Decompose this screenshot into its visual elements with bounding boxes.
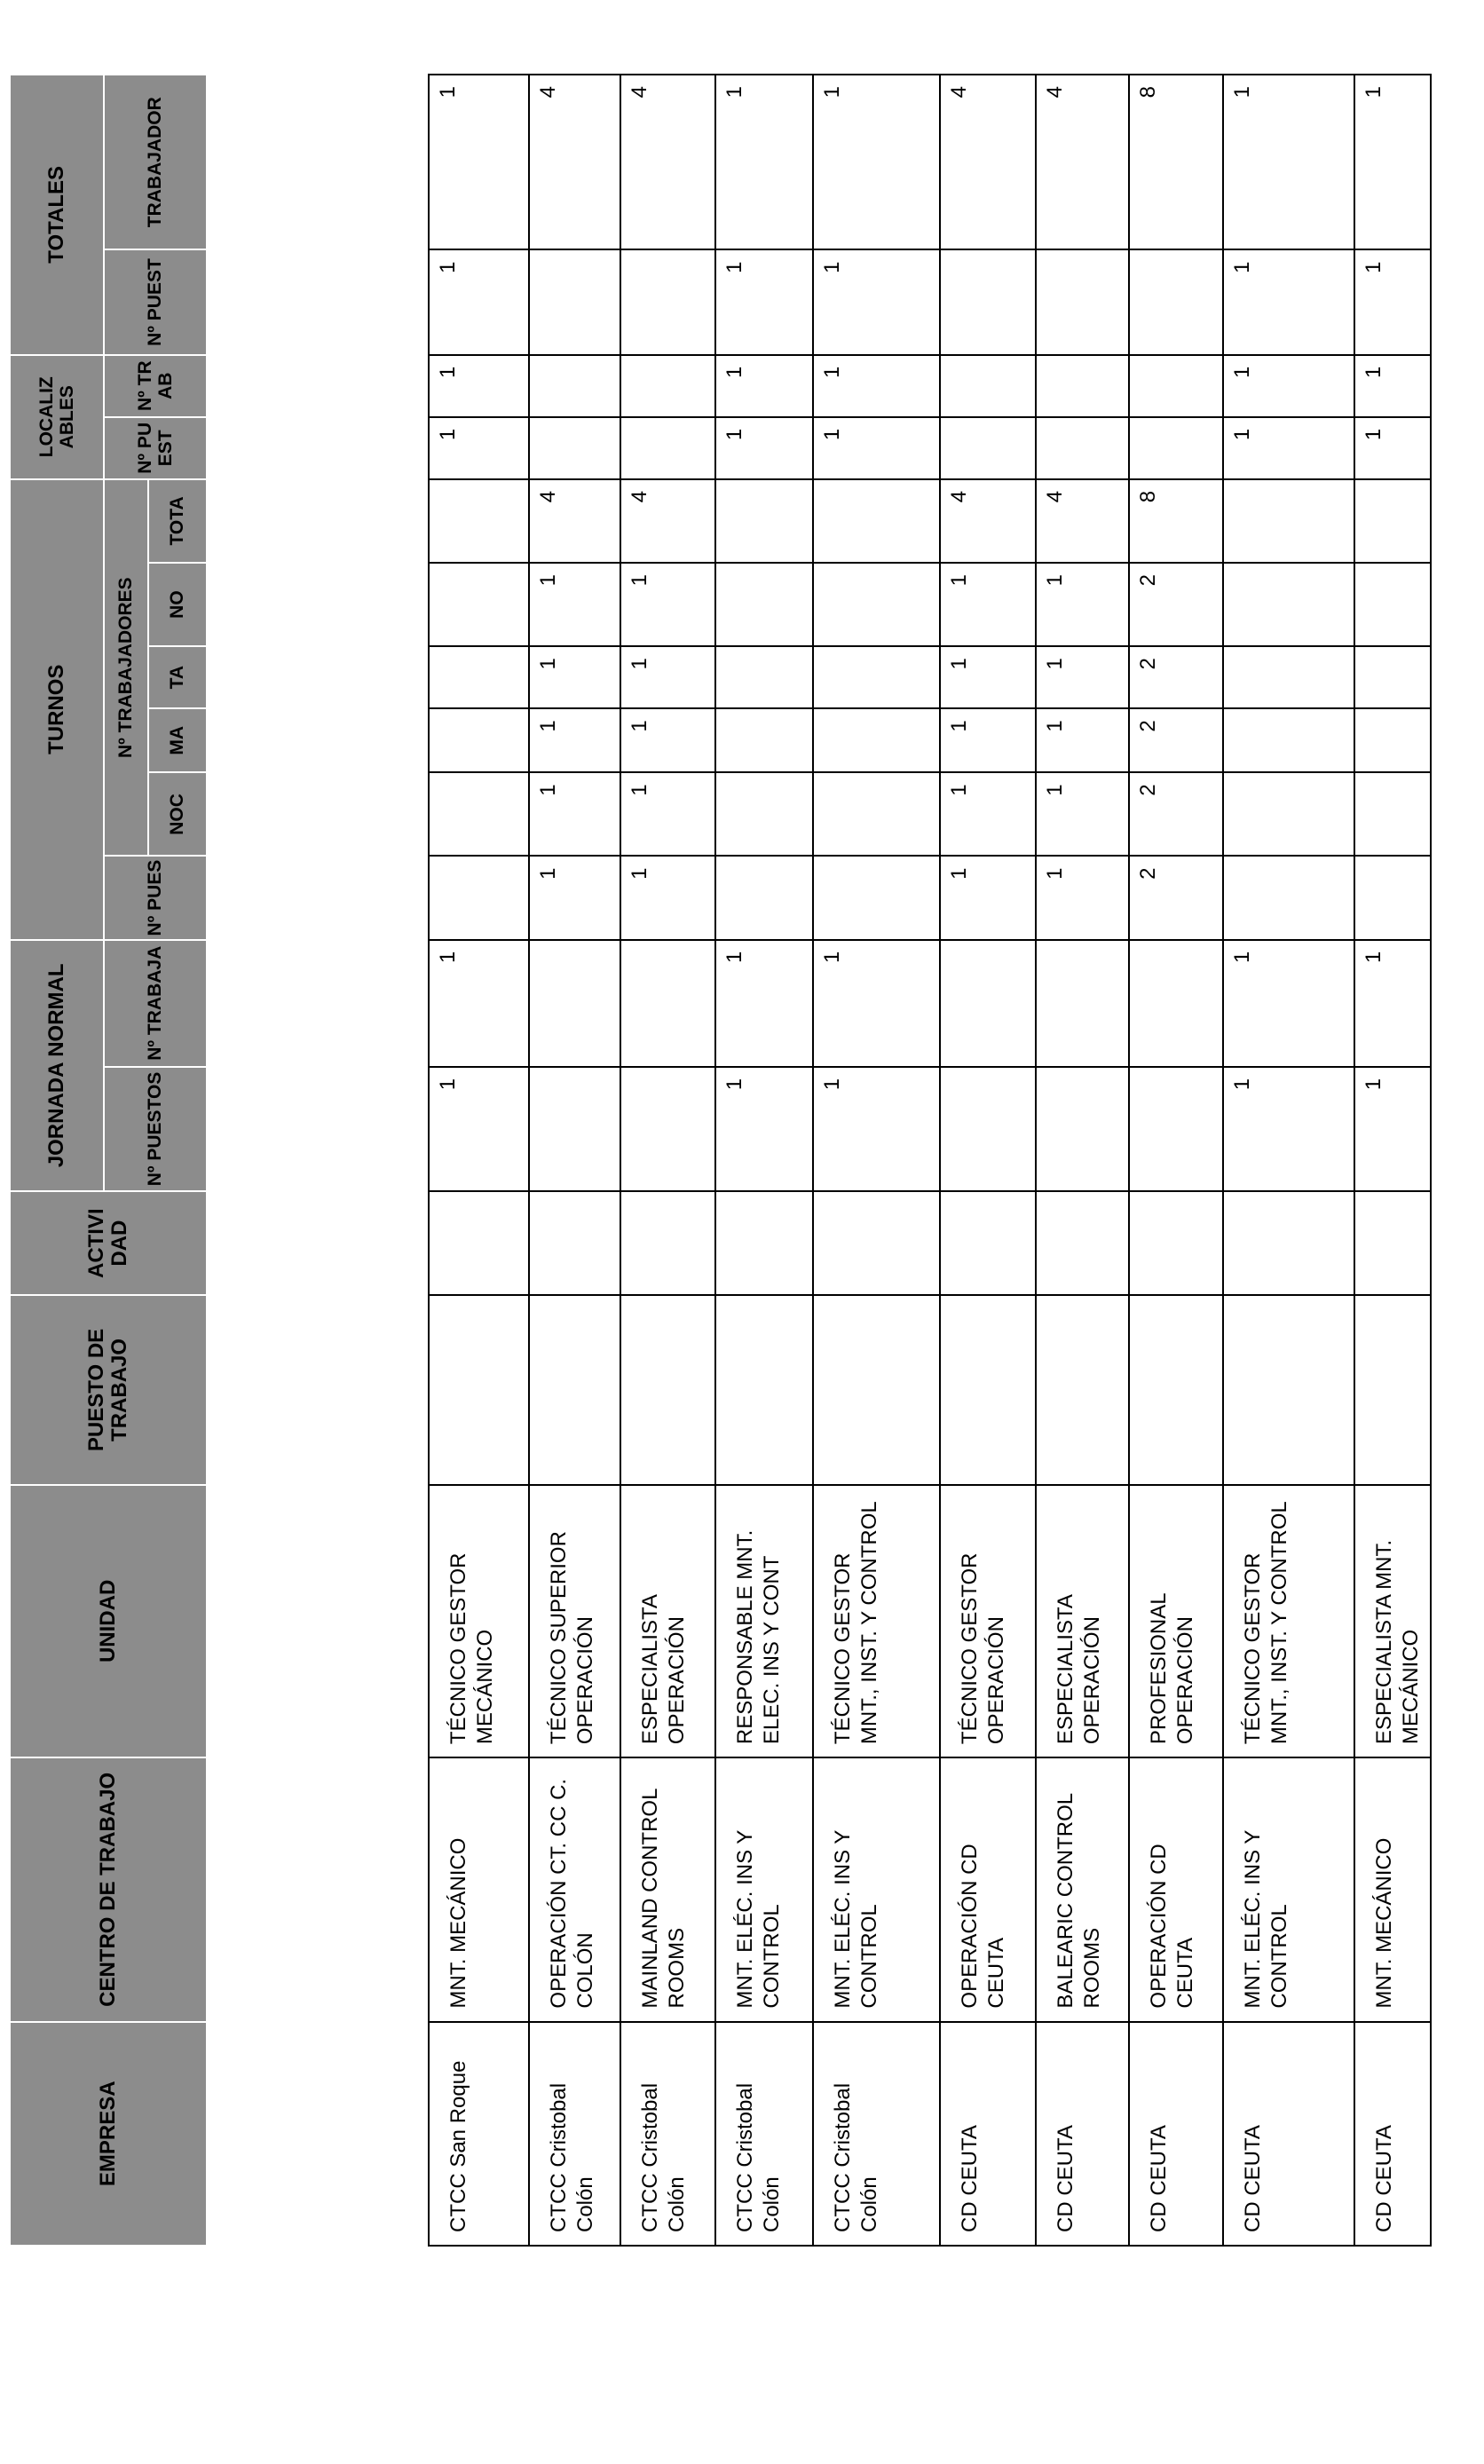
cell-totales-trabajador: 1 bbox=[1354, 75, 1431, 249]
cell-turnos-ma: 1 bbox=[1036, 708, 1129, 772]
cell-totales-puestos: 1 bbox=[1354, 249, 1431, 354]
header-puesto-de-trabajo: PUESTO DE TRABAJO bbox=[10, 1295, 207, 1484]
cell-puesto-de-trabajo bbox=[1036, 1295, 1129, 1484]
cell-localizables-trabajadores bbox=[1129, 355, 1223, 417]
header-empresa: EMPRESA bbox=[10, 2022, 207, 2246]
cell-jornada-trabajadores: 1 bbox=[1223, 940, 1354, 1067]
header-turnos-no: NO bbox=[148, 563, 207, 646]
cell-centro-de-trabajo: MNT. ELÉC. INS Y CONTROL bbox=[715, 1757, 813, 2021]
cell-jornada-trabajadores: 1 bbox=[429, 940, 529, 1067]
cell-turnos-no bbox=[715, 563, 813, 646]
cell-unidad: ESPECIALISTA MNT. MECÁNICO bbox=[1354, 1485, 1431, 1758]
data-body bbox=[429, 75, 1431, 2246]
cell-empresa: CD CEUTA bbox=[1129, 2022, 1223, 2246]
cell-totales-puestos: 1 bbox=[429, 249, 529, 354]
header-jornada-puestos: Nº PUESTOS bbox=[104, 1067, 207, 1191]
table-row bbox=[429, 75, 529, 2246]
cell-turnos-puestos bbox=[1223, 857, 1354, 940]
cell-localizables-trabajadores bbox=[1036, 355, 1129, 417]
cell-actividad bbox=[620, 1191, 715, 1295]
cell-puesto-de-trabajo bbox=[429, 1295, 529, 1484]
cell-actividad bbox=[1129, 1191, 1223, 1295]
header-turnos-ma: MA bbox=[148, 708, 207, 772]
cell-puesto-de-trabajo bbox=[529, 1295, 620, 1484]
header-localiz-trab: Nº TR AB bbox=[104, 355, 207, 417]
cell-totales-puestos: 1 bbox=[715, 249, 813, 354]
cell-jornada-trabajadores bbox=[1036, 940, 1129, 1067]
cell-turnos-noc bbox=[813, 772, 940, 856]
cell-localizables-puestos: 1 bbox=[429, 417, 529, 479]
cell-turnos-ta bbox=[813, 646, 940, 708]
cell-unidad: ESPECIALISTA OPERACIÓN bbox=[1036, 1485, 1129, 1758]
cell-turnos-puestos: 1 bbox=[1036, 857, 1129, 940]
cell-totales-trabajador: 1 bbox=[1223, 75, 1354, 249]
cell-localizables-puestos bbox=[620, 417, 715, 479]
header-totales: TOTALES bbox=[10, 75, 104, 355]
header-jornada-normal: JORNADA NORMAL bbox=[10, 940, 104, 1191]
cell-turnos-noc bbox=[1354, 772, 1431, 856]
cell-turnos-noc: 1 bbox=[1036, 772, 1129, 856]
cell-localizables-trabajadores: 1 bbox=[1354, 355, 1431, 417]
cell-empresa: CTCC Cristobal Colón bbox=[715, 2022, 813, 2246]
cell-turnos-noc bbox=[429, 772, 529, 856]
cell-jornada-puestos bbox=[529, 1067, 620, 1191]
cell-actividad bbox=[429, 1191, 529, 1295]
cell-jornada-trabajadores: 1 bbox=[813, 940, 940, 1067]
cell-localizables-trabajadores bbox=[529, 355, 620, 417]
cell-turnos-ta: 2 bbox=[1129, 646, 1223, 708]
cell-centro-de-trabajo: MNT. ELÉC. INS Y CONTROL bbox=[1223, 1757, 1354, 2021]
table-row bbox=[715, 75, 813, 2246]
cell-turnos-ta: 1 bbox=[940, 646, 1036, 708]
cell-jornada-trabajadores: 1 bbox=[1354, 940, 1431, 1067]
cell-turnos-puestos: 1 bbox=[529, 857, 620, 940]
cell-puesto-de-trabajo bbox=[620, 1295, 715, 1484]
cell-totales-puestos bbox=[1129, 249, 1223, 354]
cell-empresa: CD CEUTA bbox=[1354, 2022, 1431, 2246]
header-totales-trabajador: TRABAJADOR bbox=[104, 75, 207, 249]
cell-totales-trabajador: 1 bbox=[429, 75, 529, 249]
cell-localizables-trabajadores: 1 bbox=[813, 355, 940, 417]
table-row bbox=[813, 75, 940, 2246]
cell-jornada-puestos: 1 bbox=[813, 1067, 940, 1191]
cell-turnos-ma bbox=[1223, 708, 1354, 772]
cell-puesto-de-trabajo bbox=[940, 1295, 1036, 1484]
cell-turnos-total bbox=[429, 479, 529, 563]
cell-turnos-puestos bbox=[1354, 857, 1431, 940]
cell-centro-de-trabajo: OPERACIÓN CT. CC C. COLÓN bbox=[529, 1757, 620, 2021]
cell-empresa: CTCC San Roque bbox=[429, 2022, 529, 2246]
cell-totales-trabajador: 4 bbox=[620, 75, 715, 249]
cell-localizables-puestos bbox=[1036, 417, 1129, 479]
cell-turnos-total bbox=[1354, 479, 1431, 563]
cell-unidad: TÉCNICO SUPERIOR OPERACIÓN bbox=[529, 1485, 620, 1758]
cell-turnos-ta bbox=[1354, 646, 1431, 708]
cell-turnos-no: 2 bbox=[1129, 563, 1223, 646]
header-actividad: ACTIVI DAD bbox=[10, 1191, 207, 1295]
cell-turnos-noc bbox=[1223, 772, 1354, 856]
cell-localizables-trabajadores: 1 bbox=[1223, 355, 1354, 417]
cell-empresa: CTCC Cristobal Colón bbox=[813, 2022, 940, 2246]
cell-turnos-puestos: 1 bbox=[940, 857, 1036, 940]
cell-actividad bbox=[1354, 1191, 1431, 1295]
cell-unidad: TÉCNICO GESTOR MNT., INST. Y CONTROL bbox=[813, 1485, 940, 1758]
header-turnos-ta: TA bbox=[148, 646, 207, 708]
cell-unidad: TÉCNICO GESTOR MECÁNICO bbox=[429, 1485, 529, 1758]
cell-puesto-de-trabajo bbox=[1223, 1295, 1354, 1484]
cell-jornada-puestos bbox=[1129, 1067, 1223, 1191]
cell-turnos-ma: 1 bbox=[529, 708, 620, 772]
cell-unidad: TÉCNICO GESTOR OPERACIÓN bbox=[940, 1485, 1036, 1758]
cell-turnos-total bbox=[813, 479, 940, 563]
cell-totales-puestos: 1 bbox=[813, 249, 940, 354]
cell-turnos-no: 1 bbox=[1036, 563, 1129, 646]
cell-turnos-total: 4 bbox=[940, 479, 1036, 563]
cell-localizables-puestos: 1 bbox=[1354, 417, 1431, 479]
cell-turnos-no: 1 bbox=[529, 563, 620, 646]
cell-turnos-puestos: 2 bbox=[1129, 857, 1223, 940]
cell-empresa: CD CEUTA bbox=[1223, 2022, 1354, 2246]
cell-localizables-puestos: 1 bbox=[813, 417, 940, 479]
cell-totales-puestos bbox=[620, 249, 715, 354]
cell-centro-de-trabajo: BALEARIC CONTROL ROOMS bbox=[1036, 1757, 1129, 2021]
cell-turnos-puestos: 1 bbox=[620, 857, 715, 940]
cell-empresa: CD CEUTA bbox=[940, 2022, 1036, 2246]
cell-jornada-puestos: 1 bbox=[715, 1067, 813, 1191]
cell-jornada-puestos: 1 bbox=[429, 1067, 529, 1191]
cell-empresa: CTCC Cristobal Colón bbox=[529, 2022, 620, 2246]
cell-totales-puestos bbox=[940, 249, 1036, 354]
header-turnos: TURNOS bbox=[10, 479, 104, 940]
table-row bbox=[1354, 75, 1431, 2246]
cell-jornada-puestos bbox=[620, 1067, 715, 1191]
cell-unidad: RESPONSABLE MNT. ELEC. INS Y CONT bbox=[715, 1485, 813, 1758]
cell-turnos-total: 4 bbox=[1036, 479, 1129, 563]
cell-turnos-ma: 1 bbox=[620, 708, 715, 772]
cell-turnos-total bbox=[715, 479, 813, 563]
cell-actividad bbox=[813, 1191, 940, 1295]
cell-puesto-de-trabajo bbox=[715, 1295, 813, 1484]
cell-totales-puestos bbox=[1036, 249, 1129, 354]
cell-empresa: CTCC Cristobal Colón bbox=[620, 2022, 715, 2246]
cell-localizables-puestos: 1 bbox=[715, 417, 813, 479]
table-row bbox=[529, 75, 620, 2246]
header-turnos-trabajadores: Nº TRABAJADORES bbox=[104, 479, 148, 857]
cell-totales-trabajador: 1 bbox=[715, 75, 813, 249]
cell-jornada-trabajadores: 1 bbox=[715, 940, 813, 1067]
cell-turnos-ma: 2 bbox=[1129, 708, 1223, 772]
header-table bbox=[9, 74, 208, 2247]
cell-actividad bbox=[1223, 1191, 1354, 1295]
cell-totales-puestos: 1 bbox=[1223, 249, 1354, 354]
cell-puesto-de-trabajo bbox=[1129, 1295, 1223, 1484]
cell-turnos-total: 8 bbox=[1129, 479, 1223, 563]
header-centro-de-trabajo: CENTRO DE TRABAJO bbox=[10, 1757, 207, 2021]
table-row bbox=[1129, 75, 1223, 2246]
cell-actividad bbox=[1036, 1191, 1129, 1295]
cell-totales-trabajador: 8 bbox=[1129, 75, 1223, 249]
table-row bbox=[620, 75, 715, 2246]
cell-unidad: PROFESIONAL OPERACIÓN bbox=[1129, 1485, 1223, 1758]
table-row bbox=[1036, 75, 1129, 2246]
cell-jornada-trabajadores bbox=[940, 940, 1036, 1067]
cell-turnos-no: 1 bbox=[620, 563, 715, 646]
cell-turnos-noc: 1 bbox=[620, 772, 715, 856]
cell-localizables-trabajadores: 1 bbox=[715, 355, 813, 417]
cell-centro-de-trabajo: OPERACIÓN CD CEUTA bbox=[1129, 1757, 1223, 2021]
cell-centro-de-trabajo: MNT. ELÉC. INS Y CONTROL bbox=[813, 1757, 940, 2021]
cell-turnos-ma bbox=[813, 708, 940, 772]
cell-turnos-puestos bbox=[715, 857, 813, 940]
cell-actividad bbox=[715, 1191, 813, 1295]
cell-jornada-trabajadores bbox=[529, 940, 620, 1067]
cell-turnos-ma bbox=[1354, 708, 1431, 772]
cell-jornada-puestos: 1 bbox=[1223, 1067, 1354, 1191]
cell-turnos-ma bbox=[429, 708, 529, 772]
cell-localizables-trabajadores bbox=[620, 355, 715, 417]
cell-jornada-trabajadores bbox=[620, 940, 715, 1067]
cell-totales-trabajador: 4 bbox=[1036, 75, 1129, 249]
header-turnos-tota: TOTA bbox=[148, 479, 207, 563]
cell-totales-trabajador: 1 bbox=[813, 75, 940, 249]
table-row bbox=[940, 75, 1036, 2246]
cell-jornada-trabajadores bbox=[1129, 940, 1223, 1067]
cell-turnos-ta bbox=[429, 646, 529, 708]
cell-turnos-puestos bbox=[813, 857, 940, 940]
header-localiz-puest: Nº PU EST bbox=[104, 417, 207, 479]
cell-localizables-puestos: 1 bbox=[1223, 417, 1354, 479]
header-totales-puest: Nº PUEST bbox=[104, 249, 207, 354]
cell-jornada-puestos bbox=[940, 1067, 1036, 1191]
cell-turnos-no bbox=[429, 563, 529, 646]
cell-totales-trabajador: 4 bbox=[529, 75, 620, 249]
cell-turnos-total bbox=[1223, 479, 1354, 563]
cell-puesto-de-trabajo bbox=[1354, 1295, 1431, 1484]
cell-localizables-trabajadores: 1 bbox=[429, 355, 529, 417]
cell-turnos-noc: 1 bbox=[940, 772, 1036, 856]
cell-empresa: CD CEUTA bbox=[1036, 2022, 1129, 2246]
cell-localizables-puestos bbox=[529, 417, 620, 479]
header-turnos-pues: Nº PUES bbox=[104, 857, 207, 940]
cell-turnos-total: 4 bbox=[620, 479, 715, 563]
cell-unidad: ESPECIALISTA OPERACIÓN bbox=[620, 1485, 715, 1758]
header-unidad: UNIDAD bbox=[10, 1485, 207, 1758]
cell-actividad bbox=[529, 1191, 620, 1295]
table-row bbox=[1223, 75, 1354, 2246]
cell-centro-de-trabajo: MAINLAND CONTROL ROOMS bbox=[620, 1757, 715, 2021]
cell-centro-de-trabajo: MNT. MECÁNICO bbox=[429, 1757, 529, 2021]
cell-puesto-de-trabajo bbox=[813, 1295, 940, 1484]
cell-turnos-no bbox=[1223, 563, 1354, 646]
cell-turnos-ma: 1 bbox=[940, 708, 1036, 772]
cell-turnos-no: 1 bbox=[940, 563, 1036, 646]
cell-turnos-ta: 1 bbox=[620, 646, 715, 708]
cell-turnos-total: 4 bbox=[529, 479, 620, 563]
cell-turnos-ta: 1 bbox=[529, 646, 620, 708]
cell-turnos-ta bbox=[715, 646, 813, 708]
cell-localizables-puestos bbox=[1129, 417, 1223, 479]
cell-jornada-puestos bbox=[1036, 1067, 1129, 1191]
cell-turnos-puestos bbox=[429, 857, 529, 940]
data-table bbox=[428, 74, 1432, 2247]
cell-turnos-ma bbox=[715, 708, 813, 772]
cell-centro-de-trabajo: MNT. MECÁNICO bbox=[1354, 1757, 1431, 2021]
cell-jornada-puestos: 1 bbox=[1354, 1067, 1431, 1191]
cell-turnos-noc bbox=[715, 772, 813, 856]
cell-localizables-trabajadores bbox=[940, 355, 1036, 417]
cell-actividad bbox=[940, 1191, 1036, 1295]
cell-totales-trabajador: 4 bbox=[940, 75, 1036, 249]
header-localizables: LOCALIZ ABLES bbox=[10, 355, 104, 479]
header-jornada-trabaja: Nº TRABAJA bbox=[104, 940, 207, 1067]
cell-unidad: TÉCNICO GESTOR MNT., INST. Y CONTROL bbox=[1223, 1485, 1354, 1758]
cell-totales-puestos bbox=[529, 249, 620, 354]
cell-turnos-no bbox=[1354, 563, 1431, 646]
cell-localizables-puestos bbox=[940, 417, 1036, 479]
cell-turnos-ta: 1 bbox=[1036, 646, 1129, 708]
cell-turnos-noc: 1 bbox=[529, 772, 620, 856]
cell-turnos-no bbox=[813, 563, 940, 646]
cell-turnos-noc: 2 bbox=[1129, 772, 1223, 856]
header-turnos-noc: NOC bbox=[148, 772, 207, 856]
cell-turnos-ta bbox=[1223, 646, 1354, 708]
cell-centro-de-trabajo: OPERACIÓN CD CEUTA bbox=[940, 1757, 1036, 2021]
